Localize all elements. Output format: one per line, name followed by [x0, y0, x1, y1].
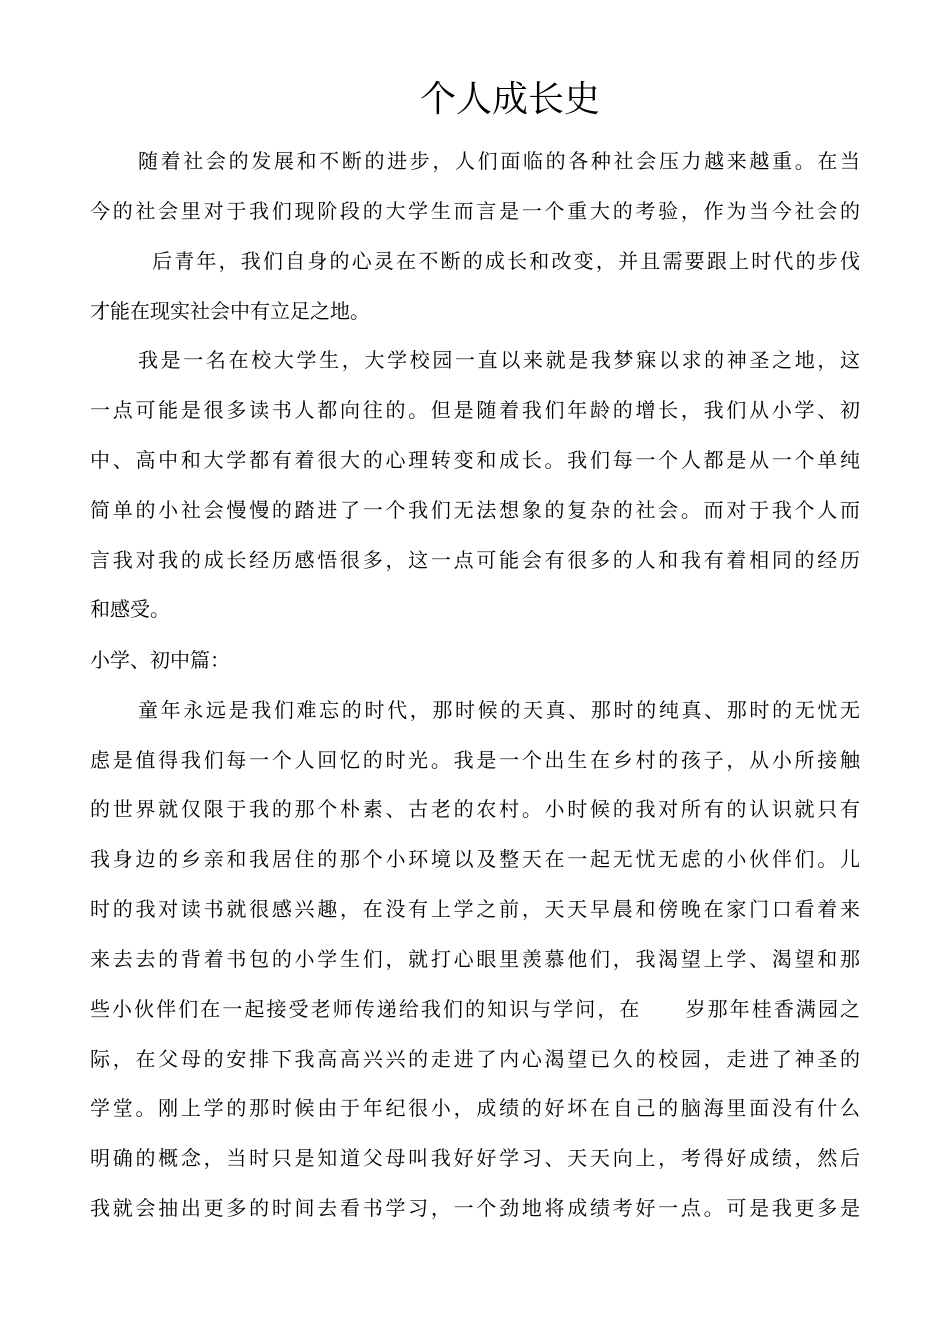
text-line: 虑是值得我们每一个人回忆的时光。我是一个出生在乡村的孩子，从小所接触 — [90, 748, 860, 772]
text-line: 的世界就仅限于我的那个朴素、古老的农村。小时候的我对所有的认识就只有 — [90, 797, 860, 821]
text-line: 些小伙伴们在一起接受老师传递给我们的知识与学问，在 岁那年桂香满园之 — [90, 997, 860, 1021]
text-line: 今的社会里对于我们现阶段的大学生而言是一个重大的考验，作为当今社会的 — [90, 199, 860, 223]
text-line: 中、高中和大学都有着很大的心理转变和成长。我们每一个人都是从一个单纯 — [90, 448, 860, 472]
document-title: 个人成长史 — [419, 79, 600, 120]
text-line: 言我对我的成长经历感悟很多，这一点可能会有很多的人和我有着相同的经历 — [90, 548, 860, 572]
text-line: 随着社会的发展和不断的进步，人们面临的各种社会压力越来越重。在当 — [138, 149, 860, 173]
text-line: 童年永远是我们难忘的时代，那时候的天真、那时的纯真、那时的无忧无 — [138, 698, 860, 722]
text-line: 际，在父母的安排下我高高兴兴的走进了内心渴望已久的校园，走进了神圣的 — [90, 1047, 860, 1071]
text-line: 来去去的背着书包的小学生们，就打心眼里羡慕他们，我渴望上学、渴望和那 — [90, 947, 860, 971]
text-line: 我是一名在校大学生，大学校园一直以来就是我梦寐以求的神圣之地，这 — [138, 348, 860, 372]
text-line: 学堂。刚上学的那时候由于年纪很小，成绩的好坏在自己的脑海里面没有什么 — [90, 1096, 860, 1120]
text-line: 我就会抽出更多的时间去看书学习，一个劲地将成绩考好一点。可是我更多是 — [90, 1196, 860, 1220]
text-line: 我身边的乡亲和我居住的那个小环境以及整天在一起无忧无虑的小伙伴们。儿 — [90, 847, 860, 871]
section-heading: 小学、初中篇： — [90, 648, 230, 672]
text-line: 时的我对读书就很感兴趣，在没有上学之前，天天早晨和傍晚在家门口看着来 — [90, 897, 860, 921]
text-line: 简单的小社会慢慢的踏进了一个我们无法想象的复杂的社会。而对于我个人而 — [90, 498, 860, 522]
text-line: 一点可能是很多读书人都向往的。但是随着我们年龄的增长，我们从小学、初 — [90, 398, 860, 422]
text-line: 明确的概念，当时只是知道父母叫我好好学习、天天向上，考得好成绩，然后 — [90, 1146, 860, 1170]
text-line: 和感受。 — [90, 597, 170, 621]
text-line: 后青年，我们自身的心灵在不断的成长和改变，并且需要跟上时代的步伐 — [152, 249, 860, 273]
text-line: 才能在现实社会中有立足之地。 — [90, 299, 370, 323]
